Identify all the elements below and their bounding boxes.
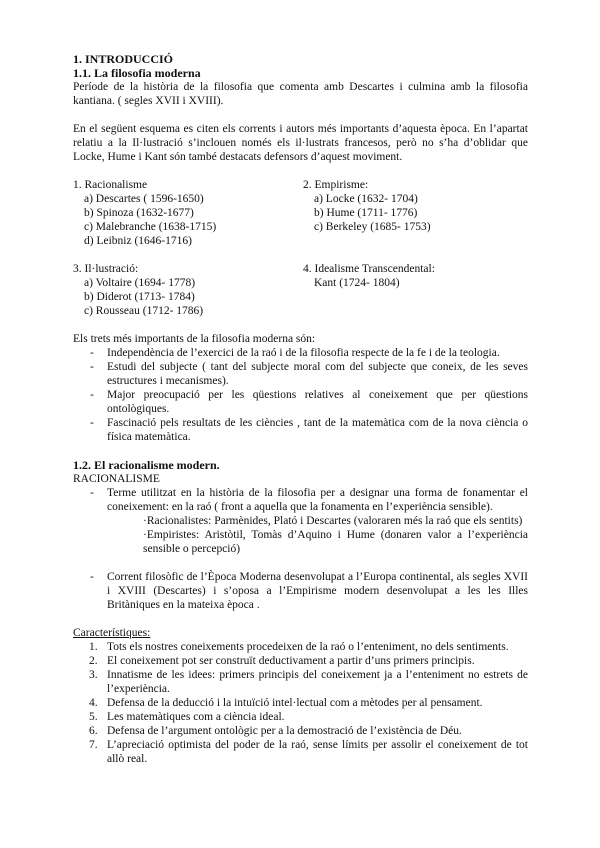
author-item: a) Voltaire (1694- 1778)	[84, 277, 196, 289]
current-empirisme	[303, 178, 528, 248]
list-item: 3. Innatisme de les idees: primers principis del coneixement ja a l’enteniment no estrets de l’experiència.	[89, 669, 528, 695]
author-item: b) Diderot (1713- 1784)	[84, 291, 195, 303]
subsection-title-1: 1.1. La filosofia moderna	[73, 66, 201, 80]
section-title: 1. INTRODUCCIÓ	[73, 52, 174, 66]
list-item: - Corrent filosòfic de l’Època Moderna desenvolupat a l’Europa continental, als segles XVII i XVIII (Descartes) i s’oposa a l’Empirisme modern desenvolupat a les les Illes Britàniques en la mateixa època .	[90, 571, 528, 611]
scheme-paragraph: En el següent esquema es citen els corrents i autors més importants d’aquesta època. En l’apartat relatiu a la Il·lustració s’inclouen només els il·lustrats francesos, però no s’ha d’oblidar que Locke, Hume i Kant són també destacats defensors d’aquest moviment.	[73, 123, 528, 163]
current-idealisme	[303, 262, 528, 318]
list-item: 1. Tots els nostres coneixements procedeixen de la raó o l’enteniment, no dels sentiments.	[89, 641, 509, 653]
author-item: a) Locke (1632- 1704)	[314, 193, 418, 205]
list-item: - Fascinació pels resultats de les ciències , tant de la matemàtica com de la nova ciència o física matemàtica.	[90, 417, 528, 443]
characteristics-heading: Característiques:	[73, 627, 151, 639]
intro-paragraph: Període de la història de la filosofia que comenta amb Descartes i culmina amb la filosofia kantiana. ( segles XVII i XVIII).	[73, 81, 528, 107]
list-item: - Major preocupació per les qüestions relatives al coneixement que per qüestions ontològiques.	[90, 389, 528, 415]
racionalistes-note: ·Racionalistes: Parmènides, Plató i Descartes (valoraren més la raó que els sentits)	[143, 515, 523, 527]
document-page	[73, 52, 528, 766]
list-item: 5. Les matemàtiques com a ciència ideal.	[89, 711, 285, 723]
list-item: - Terme utilitzat en la història de la filosofia per a designar una forma de fonamentar el coneixement: en la raó ( front a aquella que la fonamenta en l’experiència sensible).	[90, 487, 528, 513]
author-item: c) Berkeley (1685- 1753)	[314, 221, 431, 233]
current-title: 2. Empirisme:	[303, 179, 369, 191]
subsection-title-2: 1.2. El racionalisme modern.	[73, 458, 220, 472]
traits-intro: Els trets més importants de la filosofia moderna són:	[73, 333, 316, 345]
author-item: Kant (1724- 1804)	[314, 277, 400, 289]
list-item: 4. Defensa de la deducció i la intuïció intel·lectual com a mètodes per al pensament.	[89, 697, 483, 709]
author-item: c) Rousseau (1712- 1786)	[84, 305, 204, 317]
characteristics-list	[73, 640, 528, 766]
list-item: 2. El coneixement pot ser construït deductivament a partir d’uns primers principis.	[89, 655, 475, 667]
current-title: 3. Il·lustració:	[73, 263, 139, 275]
list-item: - Independència de l’exercici de la raó i de la filosofia respecte de la fe i de la teologia.	[90, 347, 500, 359]
currents-row-1	[73, 178, 528, 248]
traits-list	[73, 346, 528, 444]
list-item: 6. Defensa de l’argument ontològic per a la demostració de l’existència de Déu.	[89, 725, 462, 737]
author-item: a) Descartes ( 1596-1650)	[84, 193, 204, 205]
author-item: b) Hume (1711- 1776)	[314, 207, 418, 219]
list-item: - Estudi del subjecte ( tant del subjecte moral com del subjecte que coneix, de les seves estructures i mecanismes).	[90, 361, 528, 387]
current-illustracio	[73, 262, 303, 318]
current-racionalisme	[73, 178, 303, 248]
racionalisme-definition-list	[73, 486, 528, 514]
current-title: 1. Racionalisme	[73, 179, 148, 191]
empiristes-note: ·Empiristes: Aristòtil, Tomàs d’Aquino i Hume (donaren valor a l’experiència sensible o percepció)	[143, 529, 528, 555]
currents-row-2	[73, 262, 528, 318]
racionalisme-heading: RACIONALISME	[73, 473, 160, 485]
author-item: c) Malebranche (1638-1715)	[84, 221, 217, 233]
current-title: 4. Idealisme Transcendental:	[303, 263, 435, 275]
list-item: 7. L’apreciació optimista del poder de la raó, sense límits per assolir el coneixement de tot allò real.	[89, 739, 528, 765]
author-item: d) Leibniz (1646-1716)	[84, 235, 192, 247]
racionalisme-current-list	[73, 570, 528, 612]
author-item: b) Spinoza (1632-1677)	[84, 207, 194, 219]
